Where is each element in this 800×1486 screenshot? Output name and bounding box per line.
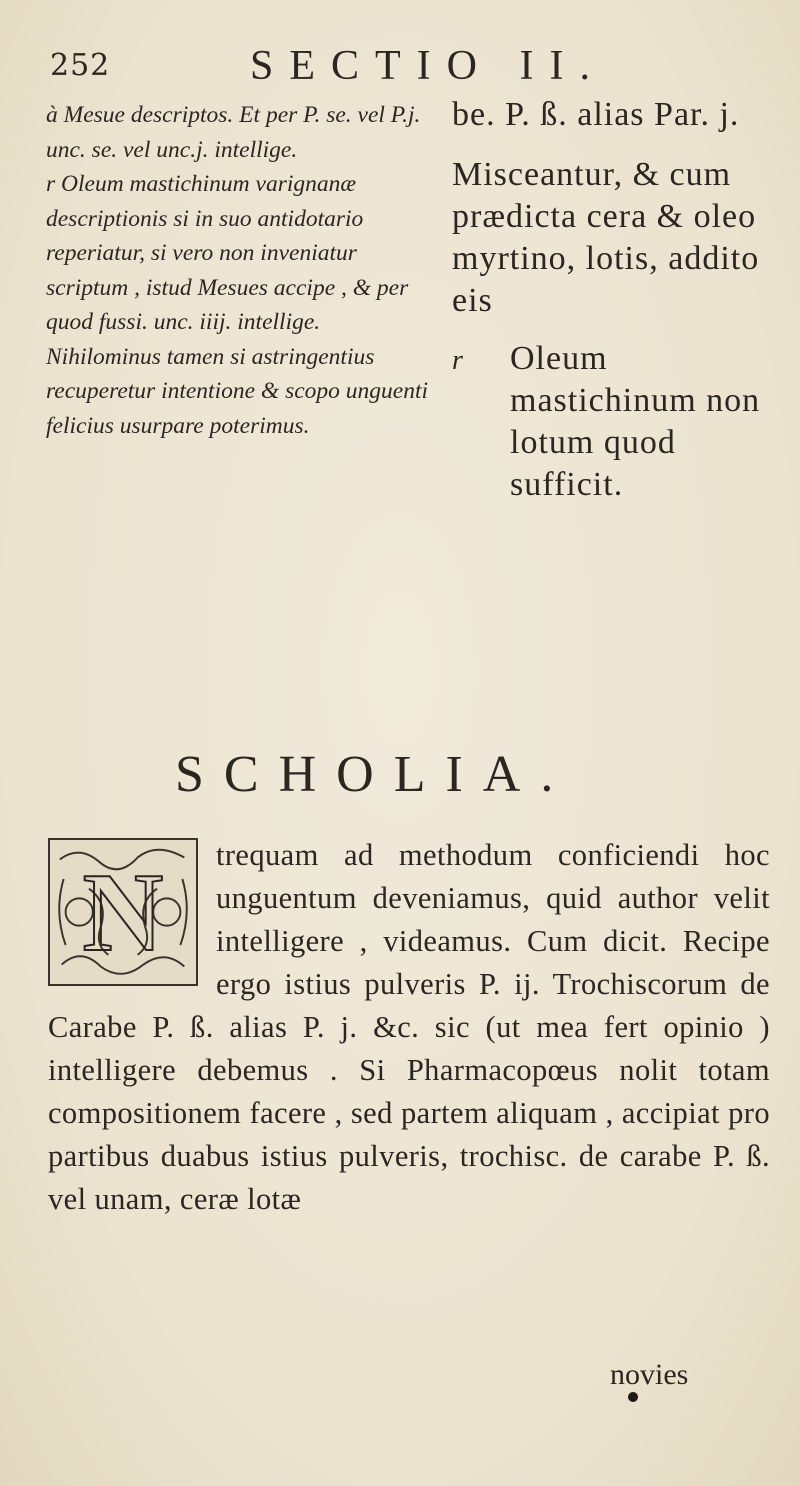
section-title: SCHOLIA. bbox=[175, 746, 574, 803]
note-marker: r bbox=[452, 345, 464, 376]
recipe-paragraph: Misceantur, & cum prædicta cera & oleo myrtino, lotis, addito eis bbox=[452, 156, 760, 319]
right-column-recipe bbox=[452, 94, 772, 506]
left-column-notes bbox=[46, 98, 436, 443]
page-number: 252 bbox=[50, 48, 111, 83]
ink-spot bbox=[628, 1392, 638, 1402]
left-note-paragraph: à Mesue descriptos. Et per P. se. vel P.j. unc. se. vel unc.j. intellige. bbox=[46, 102, 421, 163]
running-head: SECTIO II. bbox=[250, 43, 606, 89]
scholia-body bbox=[48, 834, 770, 1221]
recipe-item-text: Oleum mastichinum non lotum quod sufficit. bbox=[510, 340, 761, 503]
ornamental-drop-cap bbox=[48, 838, 198, 986]
drop-cap-letter: N bbox=[82, 851, 164, 975]
scholia-paragraph: trequam ad methodum conficiendi hoc unguentum deveniamus, quid author velit intelligere , videamus. Cum dicit. Recipe ergo istius pulveris P. ij. Trochiscorum de Carabe P. ß. alias P. j. &c. sic (ut mea fert opinio ) intelligere debemus . Si Pharmacopœus nolit totam compositionem facere , sed partem aliquam , accipiat pro partibus duabus istius pulveris, trochisc. de carabe P. ß. vel unam, ceræ lotæ bbox=[48, 838, 770, 1216]
page-header bbox=[40, 42, 740, 102]
catchword: novies bbox=[610, 1358, 689, 1391]
recipe-line: be. P. ß. alias Par. j. bbox=[452, 96, 740, 133]
left-note-paragraph: r Oleum mastichinum varignanæ descriptionis si in suo antidotario reperiatur, si vero non inveniatur scriptum , istud Mesues accipe , & per quod fussi. unc. iiij. intellige. Nihilominus tamen si astringentius recuperetur intentione & scopo unguenti felicius usurpare poterimus. bbox=[46, 171, 429, 439]
recipe-item bbox=[452, 338, 772, 506]
